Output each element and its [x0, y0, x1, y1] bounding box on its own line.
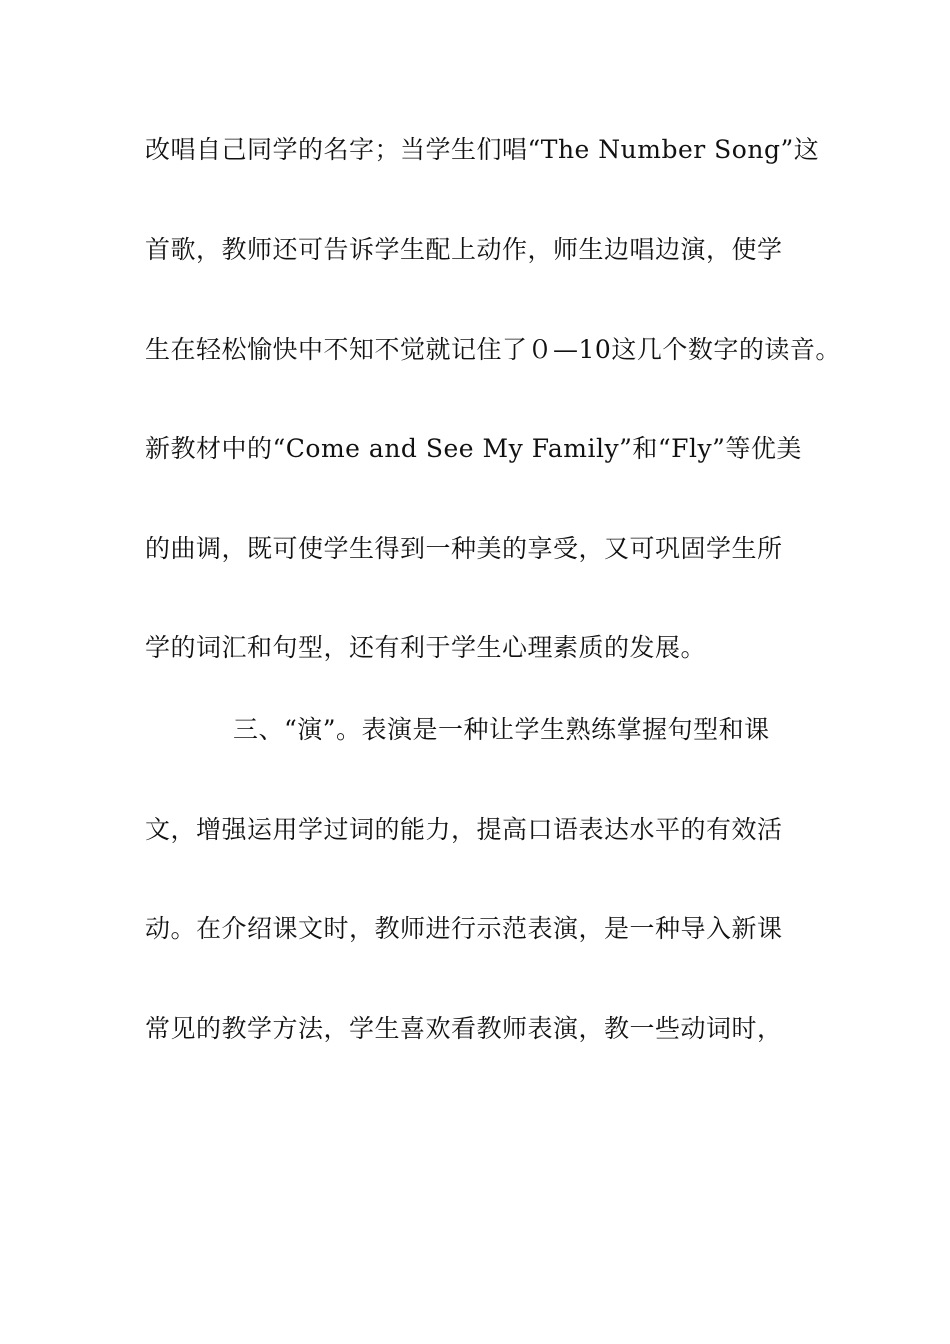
paragraph-line-2: 首歌，教师还可告诉学生配上动作，师生边唱边演，使学 — [145, 235, 783, 264]
paragraph-line-10: 常见的教学方法，学生喜欢看教师表演，教一些动词时， — [145, 1014, 783, 1043]
paragraph-line-8: 文，增强运用学过词的能力，提高口语表达水平的有效活 — [145, 815, 783, 844]
paragraph-line-5: 的曲调，既可使学生得到一种美的享受，又可巩固学生所 — [145, 534, 783, 563]
paragraph-line-4: 新教材中的“Come and See My Family”和“Fly”等优美 — [145, 434, 802, 463]
paragraph-line-6: 学的词汇和句型，还有利于学生心理素质的发展。 — [145, 633, 707, 662]
paragraph-line-9: 动。在介绍课文时，教师进行示范表演，是一种导入新课 — [145, 914, 783, 943]
section-heading-line: 三、“演”。表演是一种让学生熟练掌握句型和课 — [233, 715, 770, 744]
paragraph-line-3: 生在轻松愉快中不知不觉就记住了０—10这几个数字的读音。 — [145, 335, 841, 364]
paragraph-line-1: 改唱自己同学的名字；当学生们唱“The Number Song”这 — [145, 135, 820, 164]
